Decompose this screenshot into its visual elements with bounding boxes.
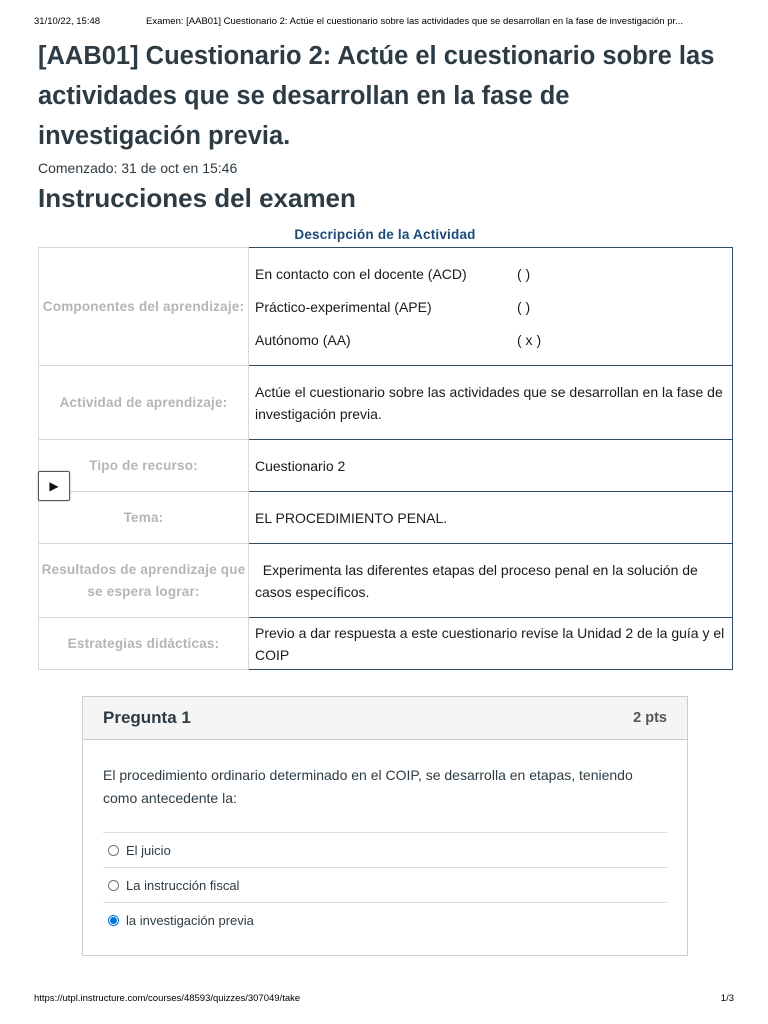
page-title: [AAB01] Cuestionario 2: Actúe el cuestionario sobre las actividades que se desarrollan en la fase de investigación previa.	[38, 42, 715, 150]
table-row	[39, 440, 733, 492]
component-item: Práctico-experimental (APE) ( )	[255, 298, 531, 315]
radio-button[interactable]	[108, 880, 119, 891]
print-date: 31/10/22, 15:48	[34, 16, 101, 27]
resource-value: Cuestionario 2	[249, 440, 733, 492]
strategies-value: Previo a dar respuesta a este cuestionario revise la Unidad 2 de la guía y el COIP	[249, 618, 733, 670]
radio-button[interactable]	[108, 845, 119, 856]
table-row	[39, 366, 733, 440]
table-row	[39, 492, 733, 544]
table-row	[39, 248, 733, 366]
table-row	[39, 544, 733, 618]
activity-table	[38, 247, 733, 670]
print-tab-title: Examen: [AAB01] Cuestionario 2: Actúe el cuestionario sobre las actividades que se desarrollan en la fase de investigación pr...	[146, 16, 684, 27]
instructions-heading: Instrucciones del examen	[38, 183, 356, 213]
results-value: Experimenta las diferentes etapas del proceso penal en la solución de casos específicos.	[249, 544, 733, 618]
answer-list	[103, 832, 667, 937]
strategies-label: Estrategias didácticas:	[39, 618, 249, 670]
print-page-number: 1/3	[720, 993, 734, 1004]
table-row	[39, 618, 733, 670]
answer-label: El juicio	[126, 842, 171, 858]
started-time: Comenzado: 31 de oct en 15:46	[38, 160, 238, 176]
components-label: Componentes del aprendizaje:	[39, 248, 249, 366]
answer-option[interactable]	[103, 832, 667, 867]
play-button[interactable]	[38, 471, 70, 501]
activity-description-heading: Descripción de la Actividad	[294, 227, 476, 242]
answer-label: La instrucción fiscal	[126, 877, 240, 893]
answer-option[interactable]	[103, 902, 667, 937]
components-value	[249, 248, 733, 366]
print-url: https://utpl.instructure.com/courses/48593/quizzes/307049/take	[34, 993, 301, 1004]
question-text: El procedimiento ordinario determinado en el COIP, se desarrolla en etapas, teniendo como antecedente la:	[103, 767, 633, 806]
question-header	[83, 697, 687, 740]
question-points: 2 pts	[633, 710, 667, 726]
play-icon: ▶	[49, 479, 59, 493]
activity-label: Actividad de aprendizaje:	[39, 366, 249, 440]
answer-option[interactable]	[103, 867, 667, 902]
print-footer	[34, 993, 734, 1004]
radio-button-selected[interactable]	[108, 915, 119, 926]
topic-value: EL PROCEDIMIENTO PENAL.	[249, 492, 733, 544]
component-item: Autónomo (AA) ( x )	[255, 331, 542, 348]
activity-value: Actúe el cuestionario sobre las actividades que se desarrollan en la fase de investigación previa.	[249, 366, 733, 440]
question-card	[82, 696, 688, 956]
print-header	[34, 16, 734, 27]
resource-label: Tipo de recurso:	[39, 440, 249, 492]
topic-label: Tema:	[39, 492, 249, 544]
results-label: Resultados de aprendizaje que se espera lograr:	[39, 544, 249, 618]
question-title: Pregunta 1	[103, 708, 191, 727]
component-item: En contacto con el docente (ACD) ( )	[255, 265, 531, 282]
answer-label: la investigación previa	[126, 912, 254, 928]
